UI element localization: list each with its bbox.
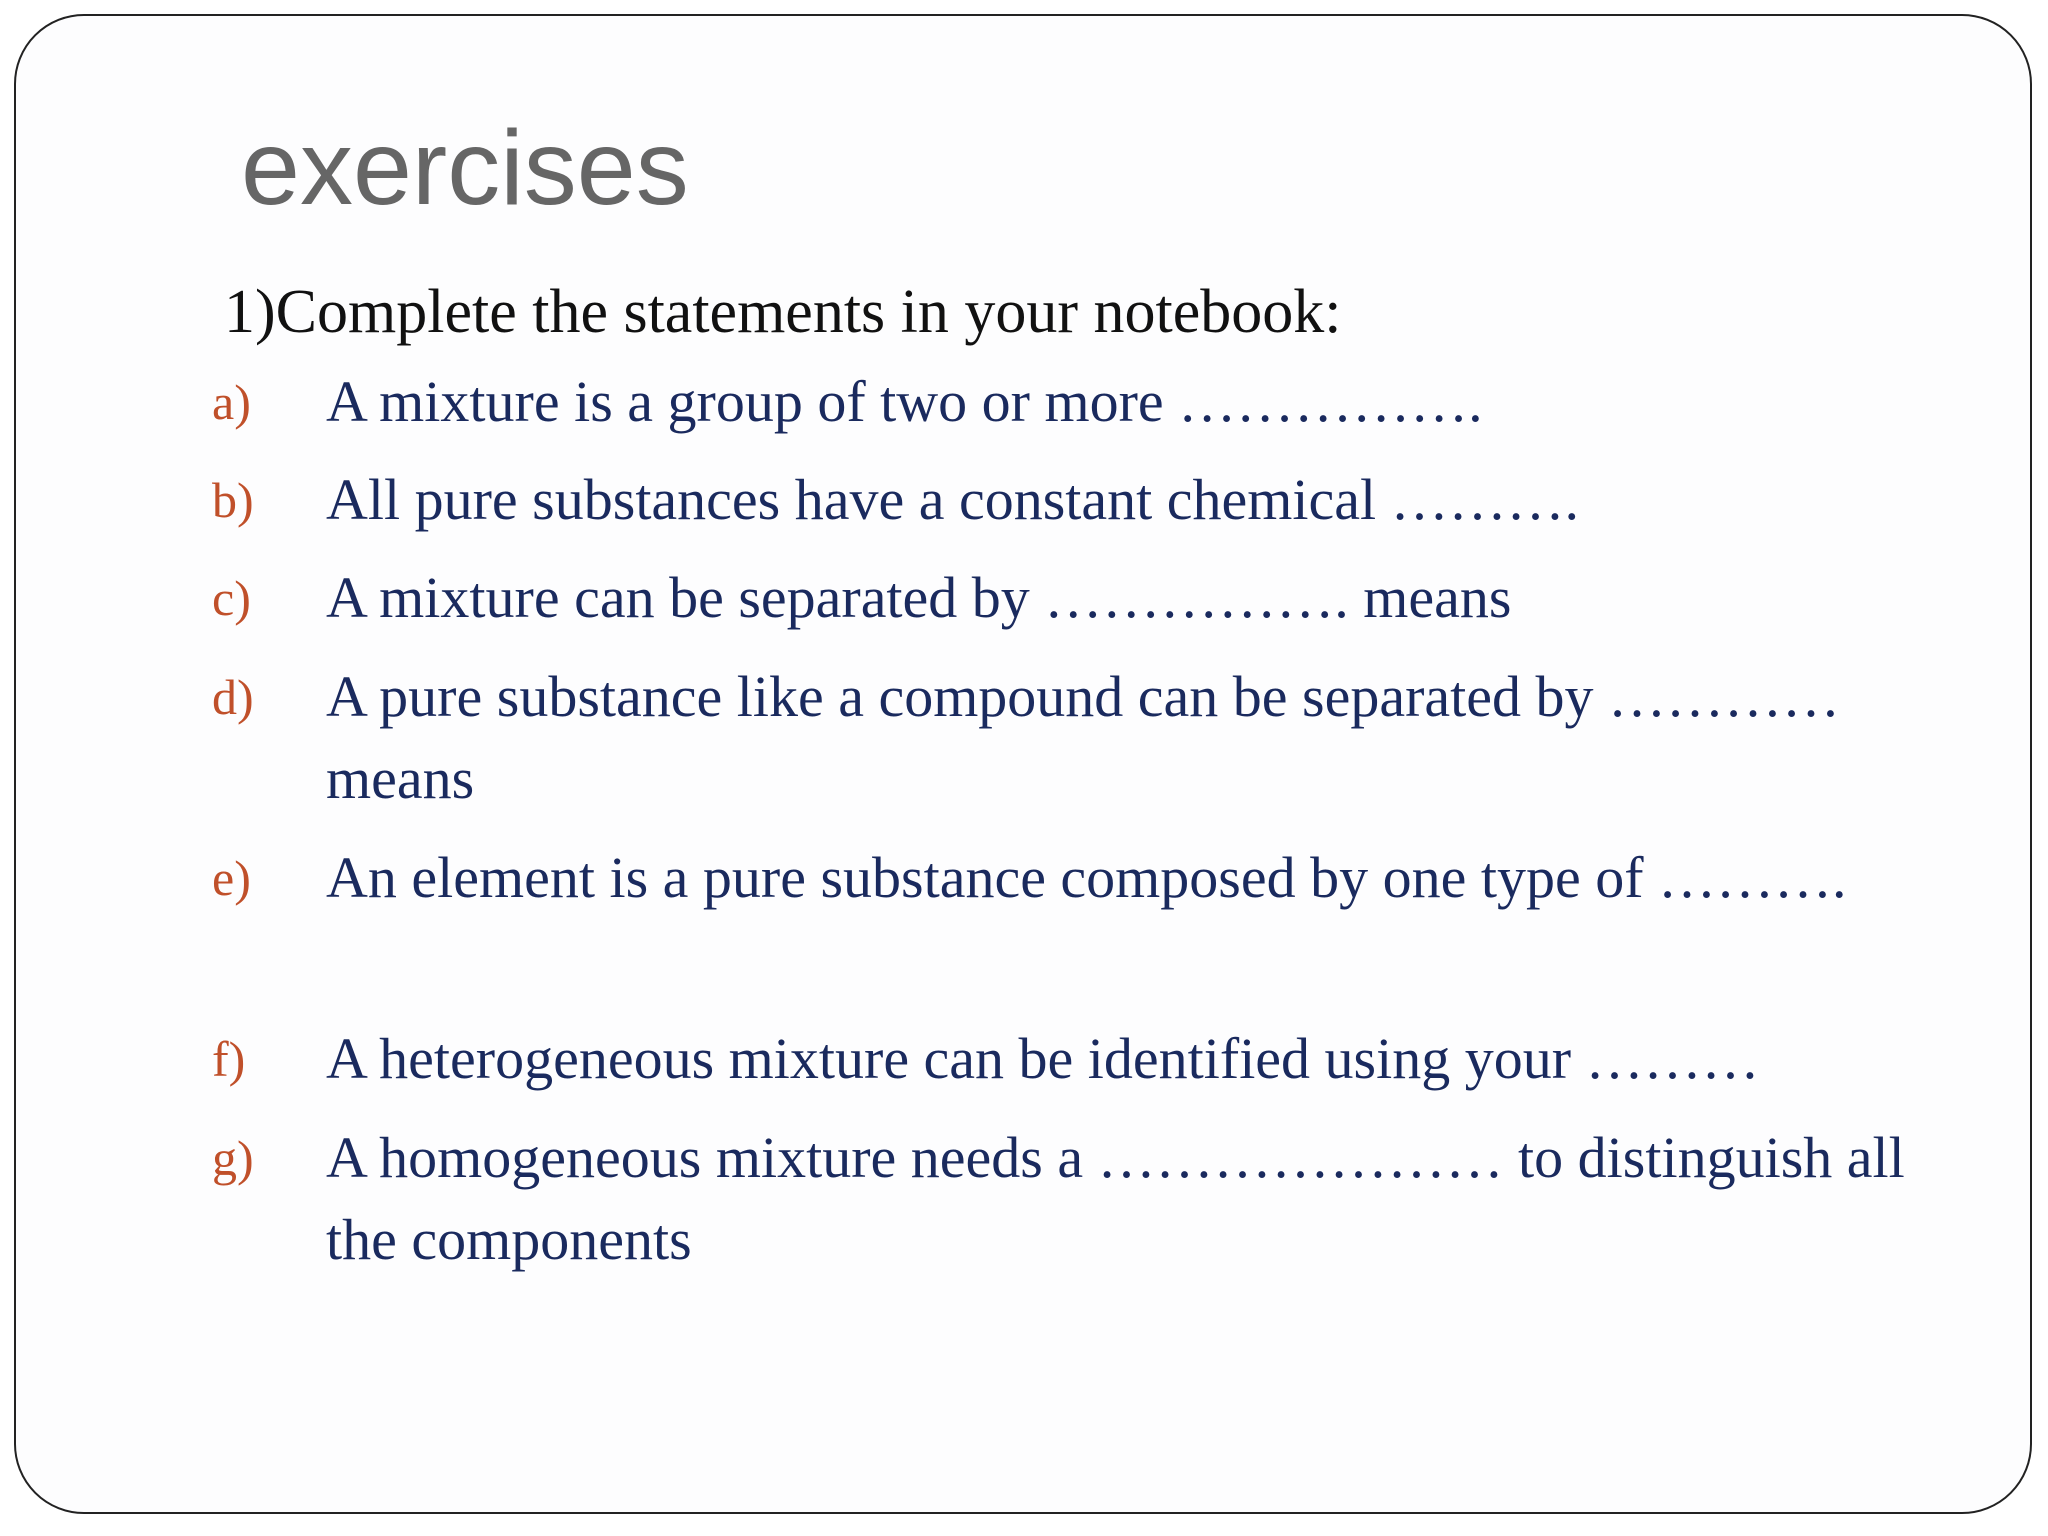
statement-text: An element is a pure substance composed by one type of ………. [326,845,1847,910]
list-marker: b) [212,472,254,528]
slide [14,14,2032,1514]
statement-text: A heterogeneous mixture can be identified using your ……… [326,1026,1760,1091]
exercise-instruction: 1)Complete the statements in your notebook: [224,278,1342,346]
list-marker: f) [212,1031,246,1087]
list-marker: e) [212,850,251,906]
list-marker: g) [212,1130,254,1186]
list-marker: a) [212,374,251,430]
statement-text: All pure substances have a constant chemical ………. [326,467,1580,532]
statement-text: A homogeneous mixture needs a ………………… to distinguish all the components [326,1125,1905,1272]
statement-text: A mixture is a group of two or more ……………. [326,369,1483,434]
statement-text: A pure substance like a compound can be separated by ………… means [326,664,1841,811]
statement-text: A mixture can be separated by ……………. means [326,565,1512,630]
list-marker: d) [212,669,254,725]
list-marker: c) [212,570,251,626]
slide-title: exercises [241,109,689,227]
